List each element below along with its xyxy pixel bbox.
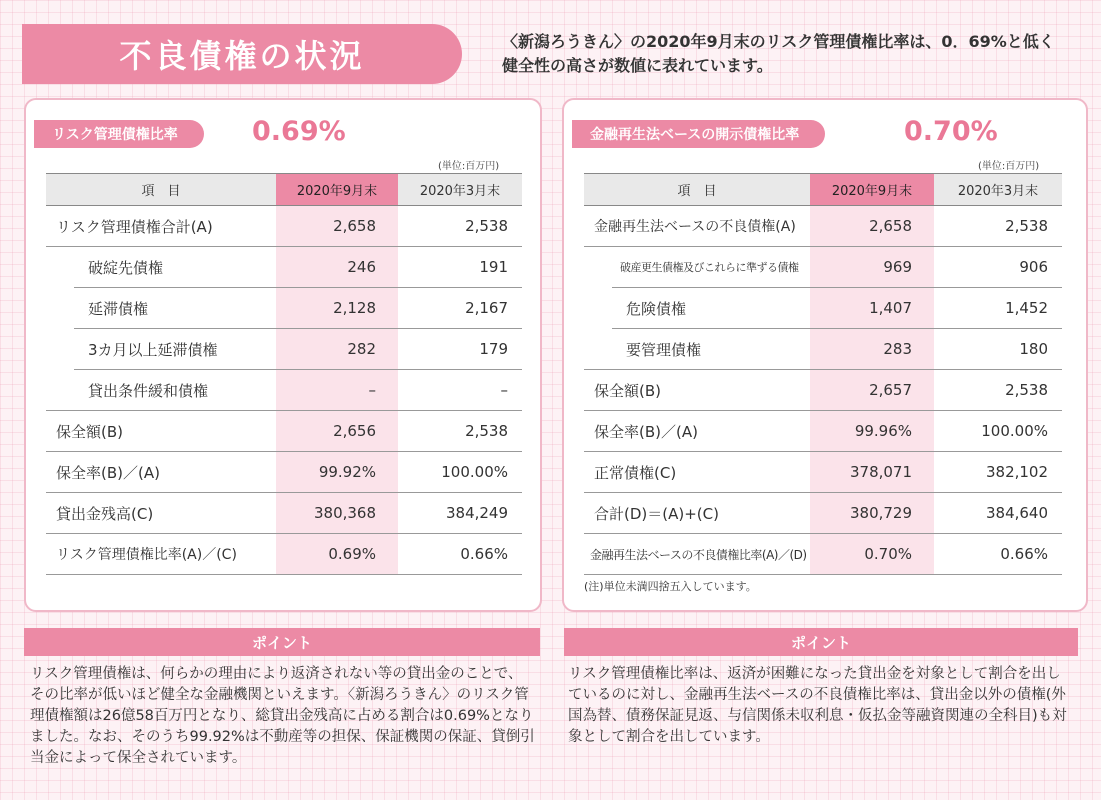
table-row (46, 411, 522, 452)
cell-current: 0.69% (276, 534, 398, 575)
row-label: 保全率(B)／(A) (56, 463, 160, 482)
financial-revitalization-panel (562, 98, 1088, 612)
row-label: 保全率(B)／(A) (594, 422, 698, 441)
cell-previous: 2,538 (934, 206, 1062, 247)
row-label: 危険債権 (626, 299, 687, 318)
disclosed-table (584, 173, 1062, 575)
row-label: 保全額(B) (594, 381, 661, 400)
row-label: 3カ月以上延滞債権 (88, 340, 218, 359)
table-row (584, 247, 1062, 288)
cell-previous: 2,167 (398, 288, 522, 329)
cell-previous: 191 (398, 247, 522, 288)
cell-current: 246 (276, 247, 398, 288)
cell-previous: 179 (398, 329, 522, 370)
table-row (46, 247, 522, 288)
risk-ratio-pill: リスク管理債権比率 (34, 120, 204, 148)
table-row (584, 288, 1062, 329)
cell-current: 378,071 (810, 452, 934, 493)
cell-previous: 180 (934, 329, 1062, 370)
row-label: 破産更生債権及びこれらに準ずる債権 (620, 261, 799, 274)
table-row (584, 329, 1062, 370)
table-row (584, 493, 1062, 534)
table-row (46, 452, 522, 493)
cell-current: 1,407 (810, 288, 934, 329)
cell-current: 283 (810, 329, 934, 370)
row-label: 合計(D)＝(A)+(C) (594, 504, 719, 523)
cell-previous: 906 (934, 247, 1062, 288)
cell-previous: 2,538 (934, 370, 1062, 411)
point-text-left: リスク管理債権は、何らかの理由により返済されない等の貸出金のことで、その比率が低いほど健全な金融機関といえます。〈新潟ろうきん〉のリスク管理債権額は26億58百万円となり、総貸出金残高に占める割合は0.69%となりました。なお、そのうち99.92%は不動産等の担保、保証機関の保証、貸倒引当金によって保全されています。 (30, 666, 535, 766)
cell-current: 2,658 (276, 206, 398, 247)
row-label: 金融再生法ベースの不良債権比率(A)／(D) (590, 547, 807, 562)
row-label: 貸出条件緩和債権 (88, 381, 209, 400)
header-note: 〈新潟ろうきん〉の2020年9月末のリスク管理債権比率は、0．69%と低く健全性の高さが数値に表れています。 (502, 32, 1055, 75)
cell-previous: – (398, 370, 522, 411)
cell-current: – (276, 370, 398, 411)
row-label: 金融再生法ベースの不良債権(A) (594, 219, 796, 235)
cell-previous: 1,452 (934, 288, 1062, 329)
table-row (46, 206, 522, 247)
cell-previous: 384,640 (934, 493, 1062, 534)
table-row (584, 452, 1062, 493)
col-head-item: 項 目 (46, 174, 276, 206)
cell-previous: 100.00% (398, 452, 522, 493)
row-label: 保全額(B) (56, 422, 123, 441)
risk-table (46, 173, 522, 575)
table-row (46, 370, 522, 411)
unit-label: (単位:百万円) (438, 161, 500, 172)
col-head-previous: 2020年3月末 (398, 174, 522, 206)
table-row (584, 411, 1062, 452)
cell-current: 99.96% (810, 411, 934, 452)
cell-current: 282 (276, 329, 398, 370)
point-text-right: リスク管理債権比率は、返済が困難になった貸出金を対象として割合を出しているのに対し、金融再生法ベースの不良債権比率は、貸出金以外の債権(外国為替、債務保証見返、与信関係未収利息・仮払金等融資関連の全科目)も対象として割合を出しています。 (568, 666, 1067, 745)
table-row (46, 329, 522, 370)
table-row (46, 493, 522, 534)
cell-previous: 384,249 (398, 493, 522, 534)
cell-current: 0.70% (810, 534, 934, 575)
table-row (584, 370, 1062, 411)
disclosed-ratio-pill: 金融再生法ベースの開示債権比率 (572, 120, 825, 148)
row-label: 延滞債権 (88, 299, 149, 318)
cell-current: 2,658 (810, 206, 934, 247)
risk-management-panel (24, 98, 542, 612)
table-row (584, 534, 1062, 575)
point-heading-left: ポイント (24, 628, 540, 656)
cell-previous: 2,538 (398, 411, 522, 452)
cell-current: 380,368 (276, 493, 398, 534)
row-label: 正常債権(C) (594, 463, 677, 482)
cell-current: 380,729 (810, 493, 934, 534)
col-head-previous: 2020年3月末 (934, 174, 1062, 206)
row-label: リスク管理債権比率(A)／(C) (56, 547, 237, 563)
table-row (46, 534, 522, 575)
col-head-current: 2020年9月末 (810, 174, 934, 206)
cell-previous: 100.00% (934, 411, 1062, 452)
cell-previous: 0.66% (934, 534, 1062, 575)
cell-current: 2,657 (810, 370, 934, 411)
row-label: 貸出金残高(C) (56, 504, 154, 523)
risk-ratio-value: 0.69% (252, 116, 346, 147)
row-label: 破綻先債権 (88, 258, 164, 277)
cell-previous: 382,102 (934, 452, 1062, 493)
row-label: リスク管理債権合計(A) (56, 217, 213, 236)
page-title: 不良債権の状況 (22, 24, 462, 84)
cell-previous: 2,538 (398, 206, 522, 247)
row-label: 要管理債権 (626, 340, 702, 359)
cell-current: 99.92% (276, 452, 398, 493)
cell-current: 2,656 (276, 411, 398, 452)
col-head-item: 項 目 (584, 174, 810, 206)
col-head-current: 2020年9月末 (276, 174, 398, 206)
cell-previous: 0.66% (398, 534, 522, 575)
cell-current: 2,128 (276, 288, 398, 329)
footnote: (注)単位未満四捨五入しています。 (584, 580, 757, 593)
unit-label: (単位:百万円) (978, 161, 1040, 172)
disclosed-ratio-value: 0.70% (904, 116, 998, 147)
point-heading-right: ポイント (564, 628, 1078, 656)
table-row (46, 288, 522, 329)
cell-current: 969 (810, 247, 934, 288)
table-row (584, 206, 1062, 247)
